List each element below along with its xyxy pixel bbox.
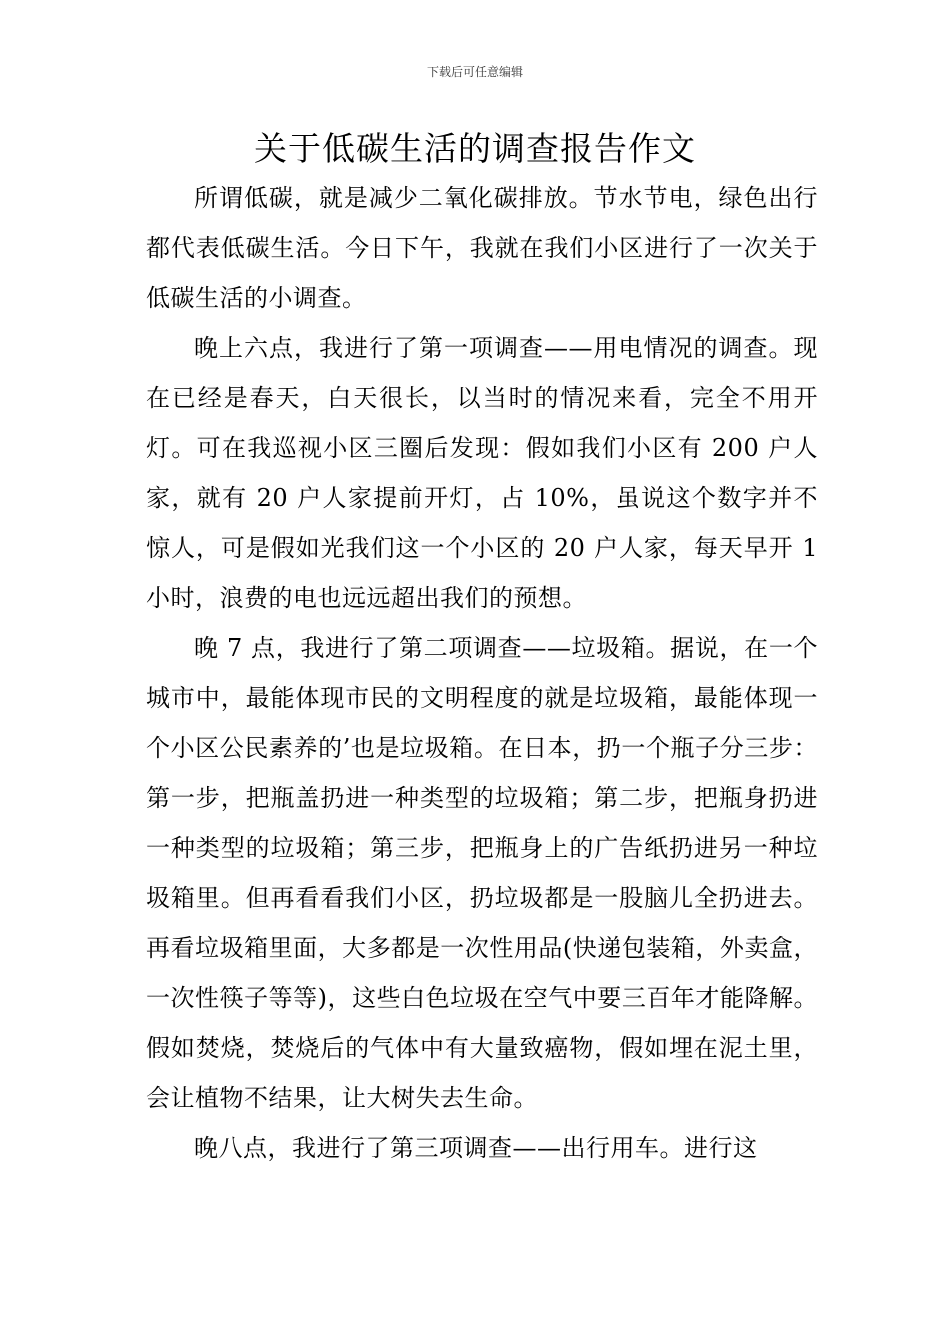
paragraph-garbage-survey: 晚 7 点，我进行了第二项调查——垃圾箱。据说，在一个城市中，最能体现市民的文明程度的就是垃圾箱，最能体现一个小区公民素养的’也是垃圾箱。在日本，扔一个瓶子分三步：第一步，把瓶盖扔进一种类型的垃圾箱；第二步，把瓶身扔进一种类型的垃圾箱；第三步，把瓶身上的广告纸扔进另一种垃圾箱里。但再看看我们小区，扔垃圾都是一股脑儿全扔进去。再看垃圾箱里面，大多都是一次性用品(快递包装箱，外卖盒，一次性筷子等等)，这些白色垃圾在空气中要三百年才能降解。假如焚烧，焚烧后的气体中有大量致癌物，假如埋在泥土里，会让植物不结果，让大树失去生命。 [146, 634, 818, 1112]
paragraph-intro: 所谓低碳，就是减少二氧化碳排放。节水节电，绿色出行都代表低碳生活。今日下午，我就在我们小区进行了一次关于低碳生活的小调查。 [146, 184, 818, 312]
page-header-note: 下载后可任意编辑 [426, 65, 523, 79]
paragraph-electricity-survey: 晚上六点，我进行了第一项调查——用电情况的调查。现在已经是春天，白天很长，以当时的情况来看，完全不用开灯。可在我巡视小区三圈后发现：假如我们小区有 200 户人家，就有 20 户人家提前开灯，占 10%，虽说这个数字并不惊人，可是假如光我们这一个小区的 20 户人家，每天早开 1 小时，浪费的电也远远超出我们的预想。 [146, 334, 818, 612]
document-title: 关于低碳生活的调查报告作文 [254, 129, 696, 168]
paragraph-travel-survey: 晚八点，我进行了第三项调查——出行用车。进行这 [194, 1134, 758, 1162]
document-body [146, 173, 818, 1173]
